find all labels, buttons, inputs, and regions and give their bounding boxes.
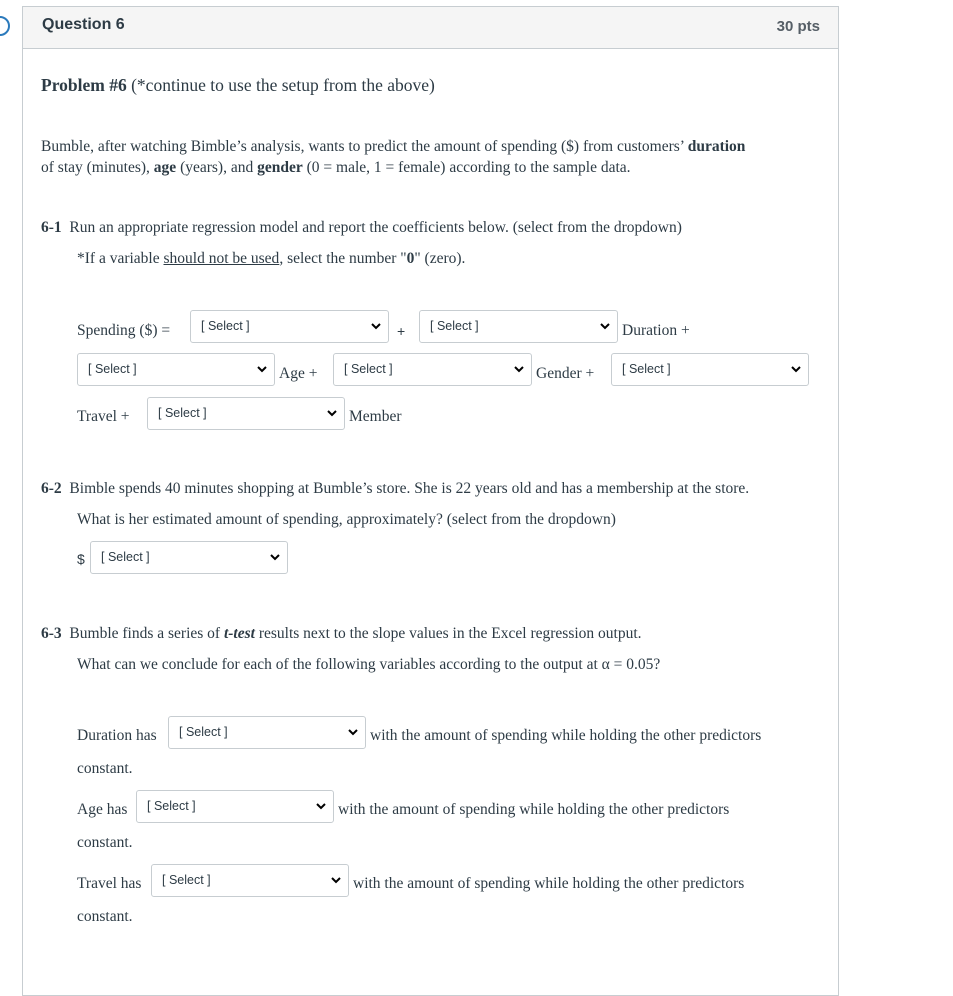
select-value: [ Select ] [147,799,196,813]
question-title: Question 6 [42,16,125,33]
select-value: [ Select ] [622,362,671,376]
part3-number: 6-3 [41,625,62,642]
spending-label: Spending ($) = [77,322,171,339]
intro-text: Bumble, after watching Bimble’s analysis, wants to predict the amount of spending ($) from customers’ [41,138,684,155]
note-zero: 0 [406,250,415,267]
travel-label: Travel + [77,408,130,425]
part2-line-1 [41,479,749,499]
age-coef-select[interactable] [77,353,275,386]
age-label: Age + [279,365,318,382]
duration-conclusion-select[interactable] [168,716,366,749]
travel-coef-select[interactable] [611,353,809,386]
age-has-label: Age has [77,801,128,818]
chevron-down-icon [269,551,281,563]
intro-line-1 [41,137,745,157]
chevron-down-icon [513,363,525,375]
intro-duration: duration [687,138,746,155]
select-value: [ Select ] [101,550,150,564]
duration-coef-select[interactable] [419,310,618,343]
chevron-down-icon [315,800,327,812]
part3-text: results next to the slope values in the Excel regression output. [258,625,642,642]
select-value: [ Select ] [344,362,393,376]
intercept-select[interactable] [190,310,389,343]
part3-line-1 [41,624,642,644]
chevron-down-icon [330,874,342,886]
select-value: [ Select ] [430,319,479,333]
select-value: [ Select ] [201,319,250,333]
select-value: [ Select ] [162,873,211,887]
select-value: [ Select ] [179,725,228,739]
age-tail: with the amount of spending while holding the other predictors [338,801,730,818]
part2-text: Bimble spends 40 minutes shopping at Bumble’s store. She is 22 years old and has a membership at the store. [69,480,750,497]
question-header [23,7,838,49]
gender-coef-select[interactable] [333,353,532,386]
travel-constant: constant. [77,908,133,925]
travel-has-label: Travel has [77,875,142,892]
chevron-down-icon [347,726,359,738]
problem-note: (*continue to use the setup from the above) [131,75,435,95]
member-label: Member [349,408,402,425]
part3-text: Bumble finds a series of [69,625,221,642]
duration-constant: constant. [77,760,133,777]
question-points: 30 pts [776,18,820,35]
travel-tail: with the amount of spending while holding the other predictors [353,875,745,892]
note-text: " (zero). [414,250,466,267]
gender-label: Gender + [536,365,595,382]
note-text: , select the number " [279,250,407,267]
part1-note [77,249,465,269]
duration-label: Duration + [622,322,690,339]
part3-line-2: What can we conclude for each of the following variables according to the output at α = 0.05? [77,656,661,673]
part2-number: 6-2 [41,480,62,497]
part1-number: 6-1 [41,219,62,236]
intro-gender: gender [257,159,303,176]
intro-text: of stay (minutes), [41,159,150,176]
duration-has-label: Duration has [77,727,157,744]
part1-text: Run an appropriate regression model and report the coefficients below. (select from the dropdown) [69,219,682,236]
spending-estimate-select[interactable] [90,541,288,574]
intro-text: (0 = male, 1 = female) according to the sample data. [306,159,631,176]
age-conclusion-select[interactable] [136,790,334,823]
chevron-down-icon [326,407,338,419]
duration-tail: with the amount of spending while holding the other predictors [370,727,762,744]
age-constant: constant. [77,834,133,851]
chevron-down-icon [370,320,382,332]
note-text: *If a variable [77,250,160,267]
member-coef-select[interactable] [147,397,345,430]
chevron-down-icon [256,363,268,375]
chevron-down-icon [599,320,611,332]
intro-age: age [153,159,177,176]
travel-conclusion-select[interactable] [151,864,349,897]
select-value: [ Select ] [158,406,207,420]
part2-line-2: What is her estimated amount of spending, approximately? (select from the dropdown) [77,511,616,528]
currency-symbol: $ [77,551,85,567]
chevron-down-icon [790,363,802,375]
problem-heading [41,75,435,95]
note-underlined: should not be used [163,250,280,267]
flag-question-icon[interactable] [0,16,10,36]
part3-ttest: t-test [223,625,255,642]
part1-heading [41,218,682,238]
plus-sign: + [397,323,406,339]
problem-label: Problem #6 [41,75,127,95]
select-value: [ Select ] [88,362,137,376]
intro-text: (years), and [180,159,254,176]
intro-line-2 [41,158,631,178]
